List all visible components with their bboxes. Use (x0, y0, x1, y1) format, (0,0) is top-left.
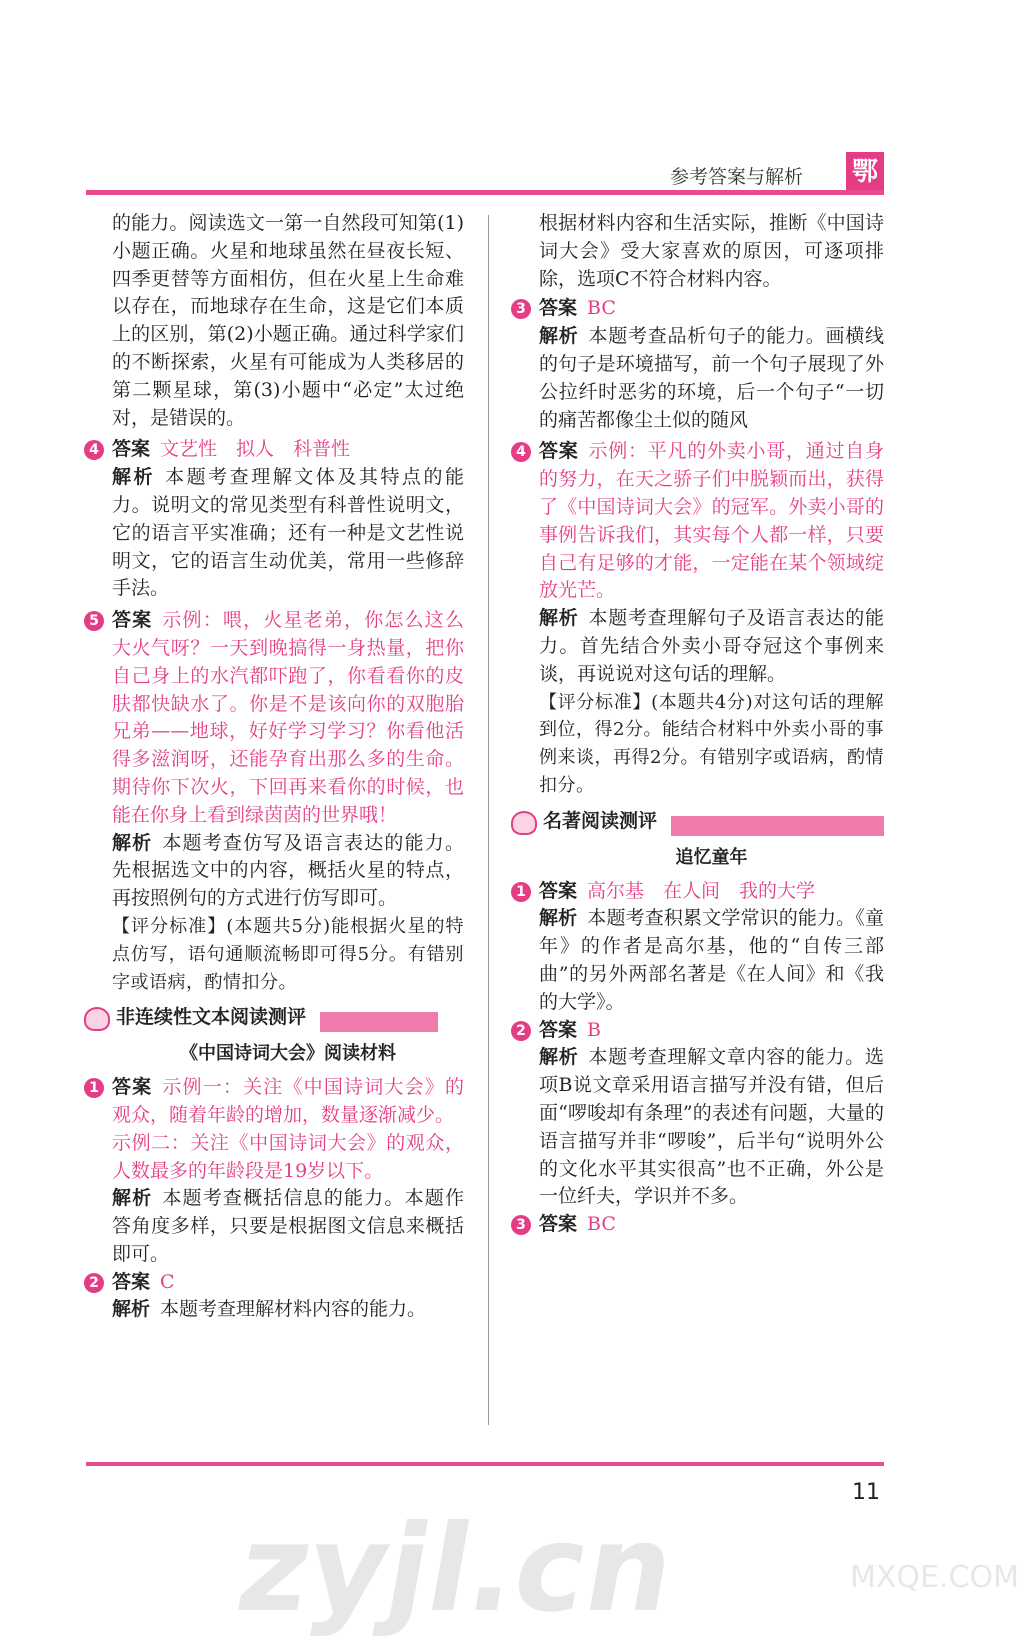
right-q4-scoring-note: 【评分标准】(本题共4分)对这句话的理解到位，得2分。能结合材料中外卖小哥的事例来谈，再得2分。有错别字或语病，酌情扣分。 (539, 691, 884, 796)
answer-text: 示例：平凡的外卖小哥，通过自身的努力，在天之骄子们中脱颖而出，获得了《中国诗词大会》的冠军。外卖小哥的事例告诉我们，其实每个人都一样，只要自己有足够的才能，一定能在某个领域绽放光芒。 (539, 440, 884, 602)
answer-label: 答案 (539, 1018, 578, 1041)
analysis-label: 解析 (539, 607, 579, 630)
answer-text: 高尔基 在人间 我的大学 (587, 879, 816, 902)
corner-watermark: MXQE.COM (850, 1560, 1019, 1595)
left-column (89, 210, 464, 1324)
header-title: 参考答案与解析 (670, 166, 804, 188)
analysis-text: 本题考查概括信息的能力。本题作答角度多样，只要是根据图文信息来概括即可。 (112, 1187, 464, 1265)
left-q5 (89, 607, 464, 829)
number-badge: 4 (511, 442, 531, 462)
section-bar (671, 816, 884, 836)
right-q1 (516, 878, 884, 906)
right-q2-analysis (539, 1044, 884, 1211)
right-q4-analysis (539, 605, 884, 688)
answer-text: C (160, 1270, 175, 1293)
left-q1 (89, 1074, 464, 1130)
analysis-label: 解析 (112, 831, 153, 854)
answer-text: 示例一：关注《中国诗词大会》的观众，随着年龄的增加，数量逐渐减少。 (112, 1076, 464, 1126)
analysis-label: 解析 (112, 466, 156, 489)
number-badge: 1 (511, 882, 531, 902)
answer-text: BC (587, 1213, 616, 1236)
section-bar (320, 1012, 438, 1032)
analysis-text: 本题考查仿写及语言表达的能力。先根据选文中的内容，概括火星的特点，再按照例句的方式进行仿写即可。 (112, 831, 464, 910)
analysis-label: 解析 (539, 907, 578, 930)
section-title: 非连续性文本阅读测评 (116, 1006, 307, 1029)
right-q1-analysis (539, 905, 884, 1016)
section-header-nonlinear (84, 1002, 464, 1036)
left-q1-analysis (112, 1185, 464, 1268)
number-badge: 3 (511, 299, 531, 319)
left-q1-answer2: 示例二：关注《中国诗词大会》的观众，人数最多的年龄段是19岁以下。 (112, 1131, 464, 1182)
section-header-classics (511, 806, 884, 840)
analysis-text: 本题考查理解句子及语言表达的能力。首先结合外卖小哥夺冠这个事例来谈，再说说对这句话的理解。 (539, 607, 884, 685)
answer-label: 答案 (539, 297, 578, 320)
left-intro: 的能力。阅读选文一第一自然段可知第(1)小题正确。火星和地球虽然在昼夜长短、四季更替等方面相仿，但在火星上生命难以存在，而地球存在生命，这是它们本质上的区别，第(2)小题正确。通过科学家们的不断探索，火星有可能成为人类移居的第二颗星球，第(3)小题中“必定”太过绝对，是错误的。 (112, 212, 464, 429)
header-rule (86, 190, 884, 195)
left-q4 (89, 436, 464, 464)
pig-mascot-icon (84, 1007, 110, 1031)
answer-text: 文艺性 拟人 科普性 (160, 438, 351, 461)
left-q5-analysis (112, 830, 464, 913)
answer-text: BC (587, 297, 616, 320)
right-q3 (516, 295, 884, 323)
analysis-label: 解析 (112, 1187, 153, 1210)
number-badge: 5 (84, 611, 104, 631)
analysis-text: 本题考查理解材料内容的能力。 (160, 1298, 427, 1321)
answer-label: 答案 (539, 879, 578, 902)
answer-label: 答案 (539, 440, 579, 463)
footer-rule (86, 1462, 884, 1466)
left-q2 (89, 1269, 464, 1297)
left-q4-analysis (112, 464, 464, 603)
number-badge: 1 (84, 1078, 104, 1098)
section-title: 名著阅读测评 (543, 809, 658, 832)
answer-text: B (587, 1018, 601, 1041)
pig-mascot-icon (511, 811, 537, 835)
analysis-label: 解析 (539, 325, 579, 348)
analysis-text: 本题考查理解文章内容的能力。选项B说文章采用语言描写并没有错，但后面“啰唆却有条理”的表述有问题，大量的语言描写并非“啰唆”，后半句“说明外公的文化水平其实很高”也不正确，外公是一位纤夫，学识并不多。 (539, 1046, 884, 1208)
analysis-text: 本题考查理解文体及其特点的能力。说明文的常见类型有科普性说明文，它的语言平实准确；还有一种是文艺性说明文，它的语言生动优美，常用一些修辞手法。 (112, 466, 464, 600)
answer-label: 答案 (539, 1213, 578, 1236)
analysis-label: 解析 (539, 1046, 579, 1069)
right-q3-analysis (539, 323, 884, 434)
header-tab: 鄂 (846, 152, 884, 192)
section-subtitle: 追忆童年 (675, 846, 748, 868)
analysis-label: 解析 (112, 1298, 151, 1321)
number-badge: 4 (84, 440, 104, 460)
answer-label: 答案 (112, 438, 151, 461)
right-intro: 根据材料内容和生活实际，推断《中国诗词大会》受大家喜欢的原因，可逐项排除，选项C不符合材料内容。 (539, 212, 884, 290)
section-subtitle: 《中国诗词大会》阅读材料 (180, 1043, 396, 1065)
number-badge: 2 (84, 1273, 104, 1293)
right-q3b (516, 1211, 884, 1239)
left-q2-analysis (112, 1296, 464, 1324)
answer-text: 示例：喂，火星老弟，你怎么这么大火气呀？一天到晚搞得一身热量，把你自己身上的水汽都吓跑了，你看看你的皮肤都快缺水了。你是不是该向你的双胞胎兄弟——地球，好好学习学习？你看他活得多滋润呀，还能孕育出那么多的生命。期待你下次火，下回再来看你的时候，也能在你身上看到绿茵茵的世界哦！ (112, 609, 464, 826)
page-number: 11 (852, 1480, 880, 1505)
answer-label: 答案 (112, 1076, 153, 1099)
number-badge: 3 (511, 1215, 531, 1235)
column-divider (488, 215, 489, 1425)
number-badge: 2 (511, 1021, 531, 1041)
right-q2 (516, 1017, 884, 1045)
answer-label: 答案 (112, 609, 153, 632)
answer-label: 答案 (112, 1270, 151, 1293)
analysis-text: 本题考查品析句子的能力。画横线的句子是环境描写，前一个句子展现了外公拉纤时恶劣的环境，后一个句子“一切的痛苦都像尘土似的随风 (539, 325, 884, 431)
analysis-text: 本题考查积累文学常识的能力。《童年》的作者是高尔基，他的“自传三部曲”的另外两部名著是《在人间》和《我的大学》。 (539, 907, 884, 1013)
left-q5-scoring-note: 【评分标准】(本题共5分)能根据火星的特点仿写，语句通顺流畅即可得5分。有错别字或语病，酌情扣分。 (112, 915, 464, 993)
right-q4 (516, 438, 884, 605)
right-column (516, 210, 884, 1239)
watermark: zyjl.cn (227, 1500, 685, 1639)
